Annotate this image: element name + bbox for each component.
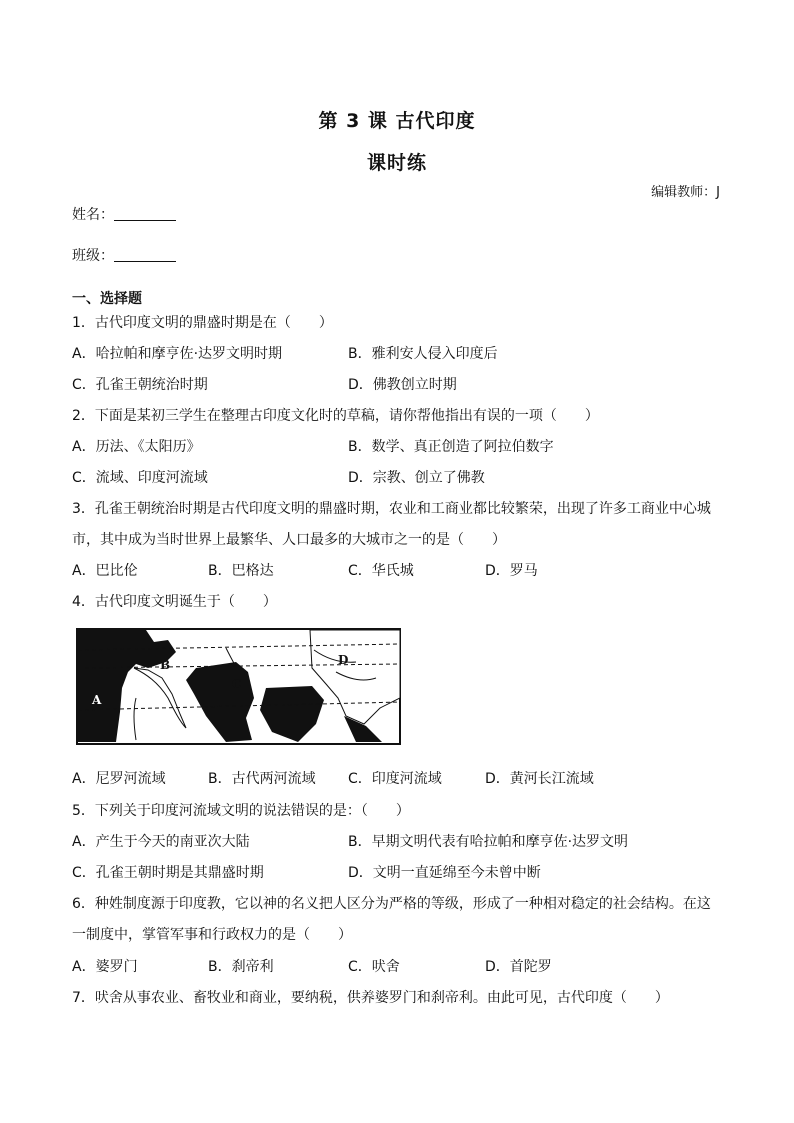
question-3-option-d[interactable]: D．罗马: [485, 563, 538, 579]
class-blank[interactable]: [114, 247, 176, 262]
question-4-option-a[interactable]: A．尼罗河流域: [72, 771, 166, 787]
page-title: 第 3 课 古代印度: [318, 110, 476, 132]
question-3-stem-line-2: 市，其中成为当时世界上最繁华、人口最多的大城市之一的是（ ）: [72, 532, 506, 548]
question-1-option-b[interactable]: B．雅利安人侵入印度后: [348, 346, 498, 362]
question-3-option-b[interactable]: B．巴格达: [208, 563, 274, 579]
name-label: 姓名：: [72, 207, 114, 223]
question-4-option-c[interactable]: C．印度河流域: [348, 771, 442, 787]
question-1-stem: 1．古代印度文明的鼎盛时期是在（ ）: [72, 315, 333, 331]
question-6-option-b[interactable]: B．刹帝利: [208, 959, 274, 975]
question-6-option-c[interactable]: C．吠舍: [348, 959, 400, 975]
question-4-option-d[interactable]: D．黄河长江流域: [485, 771, 594, 787]
question-2-option-c[interactable]: C．流域、印度河流域: [72, 470, 208, 486]
map-label-c: C: [232, 677, 242, 691]
question-6-stem-line-2: 一制度中，掌管军事和行政权力的是（ ）: [72, 927, 352, 943]
page-subtitle: 课时练: [366, 152, 427, 174]
question-2-stem: 2．下面是某初三学生在整理古印度文化时的草稿，请你帮他指出有误的一项（ ）: [72, 408, 599, 424]
question-2-option-d[interactable]: D．宗教、创立了佛教: [348, 470, 485, 486]
question-5-stem: 5．下列关于印度河流域文明的说法错误的是：（ ）: [72, 803, 410, 819]
question-6-option-a[interactable]: A．婆罗门: [72, 959, 138, 975]
question-3-option-a[interactable]: A．巴比伦: [72, 563, 138, 579]
question-1-option-d[interactable]: D．佛教创立时期: [348, 377, 457, 393]
question-5-option-a[interactable]: A．产生于今天的南亚次大陆: [72, 834, 250, 850]
question-5-option-c[interactable]: C．孔雀王朝时期是其鼎盛时期: [72, 865, 264, 881]
map-label-a: A: [92, 693, 102, 707]
question-1-option-c[interactable]: C．孔雀王朝统治时期: [72, 377, 208, 393]
question-3-option-c[interactable]: C．华氏城: [348, 563, 414, 579]
section-heading: 一、选择题: [72, 291, 142, 307]
question-3-stem-line-1: 3．孔雀王朝统治时期是古代印度文明的鼎盛时期，农业和工商业都比较繁荣，出现了许多工商业中心城: [72, 501, 711, 517]
map-label-b: B: [160, 658, 171, 672]
question-2-option-b[interactable]: B．数学、真正创造了阿拉伯数字: [348, 439, 554, 455]
name-line: [72, 204, 176, 224]
question-7-stem: 7．吠舍从事农业、畜牧业和商业，要纳税，供养婆罗门和刹帝利。由此可见，古代印度（ ）: [72, 990, 669, 1006]
question-4-stem: 4．古代印度文明诞生于（ ）: [72, 594, 277, 610]
question-6-option-d[interactable]: D．首陀罗: [485, 959, 552, 975]
name-blank[interactable]: [114, 206, 176, 221]
class-label: 班级：: [72, 248, 114, 264]
question-1-option-a[interactable]: A．哈拉帕和摩亨佐·达罗文明时期: [72, 346, 283, 362]
ancient-civilizations-map: [76, 628, 401, 745]
question-2-option-a[interactable]: A．历法、《太阳历》: [72, 439, 201, 455]
editor-note: 编辑教师：J: [651, 185, 720, 200]
question-6-stem-line-1: 6．种姓制度源于印度教，它以神的名义把人区分为严格的等级，形成了一种相对稳定的社会结构。在这: [72, 896, 711, 912]
question-5-option-b[interactable]: B．早期文明代表有哈拉帕和摩亨佐·达罗文明: [348, 834, 629, 850]
class-line: [72, 245, 176, 265]
question-4-option-b[interactable]: B．古代两河流域: [208, 771, 316, 787]
question-5-option-d[interactable]: D．文明一直延绵至今未曾中断: [348, 865, 541, 881]
map-label-d: D: [338, 653, 349, 667]
